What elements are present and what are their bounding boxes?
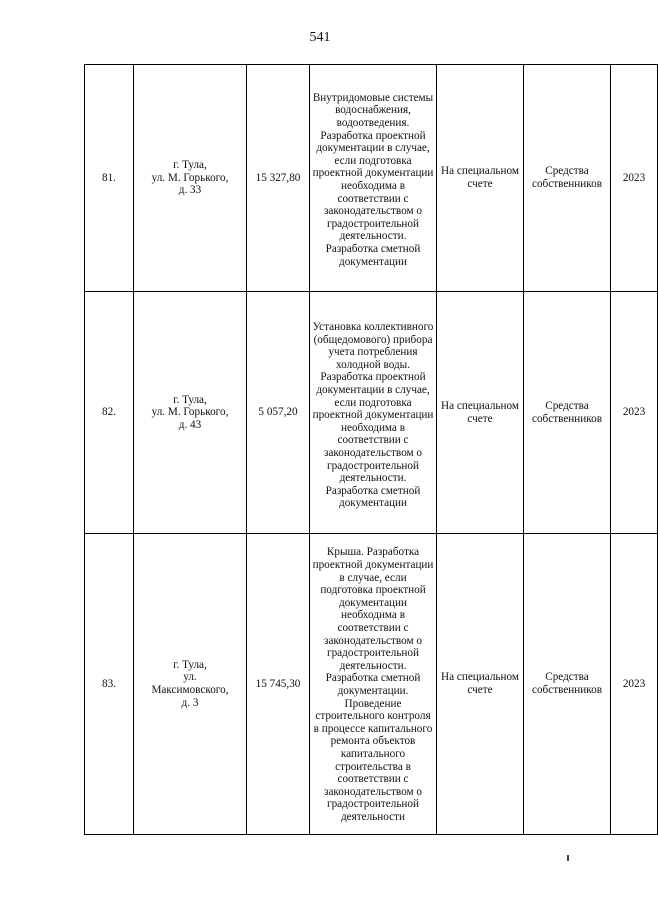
cost-cell: 15 745,30 <box>247 534 310 835</box>
account-type-cell: На специальном счете <box>437 65 524 292</box>
row-number: 82. <box>85 292 134 534</box>
row-number: 81. <box>85 65 134 292</box>
funding-source-cell: Средства собственников <box>524 65 611 292</box>
address-line: д. 43 <box>178 418 202 431</box>
address-line: г. Тула, <box>173 658 207 671</box>
address-cell <box>134 534 247 835</box>
table-row <box>85 65 658 292</box>
address-line: д. 3 <box>181 696 199 709</box>
account-type-cell: На специальном счете <box>437 534 524 835</box>
address-cell <box>134 65 247 292</box>
work-description-cell: Внутридомовые системы водоснабжения, водоотведения. Разработка проектной документации в случае, если подготовка проектной документации необходима в соответствии с законодательством о градостроительной деятельности. Разработка сметной документации <box>310 65 437 292</box>
address-line: ул. М. Горького, <box>151 171 229 184</box>
funding-source-cell: Средства собственников <box>524 292 611 534</box>
year-cell: 2023 <box>611 534 658 835</box>
address-line: д. 33 <box>178 184 202 197</box>
cost-cell: 5 057,20 <box>247 292 310 534</box>
page-number: 541 <box>309 30 331 45</box>
table-row <box>85 292 658 534</box>
work-description-cell: Установка коллективного (общедомового) прибора учета потребления холодной воды. Разработка проектной документации в случае, если подготовка проектной документации необходима в соответствии с законодательством о градостроительной деятельности. Разработка сметной документации <box>310 292 437 534</box>
repair-plan-table <box>84 64 658 835</box>
year-cell: 2023 <box>611 65 658 292</box>
address-cell <box>134 292 247 534</box>
address-line: ул. <box>183 671 197 684</box>
work-description-cell: Крыша. Разработка проектной документации в случае, если подготовка проектной документации необходима в соответствии с законодательством о градостроительной деятельности. Разработка сметной документации. Проведение строительного контроля в процессе капитального ремонта объектов капитального строительства в соответствии с законодательством о градостроительной деятельности <box>310 534 437 835</box>
account-type-cell: На специальном счете <box>437 292 524 534</box>
address-line: ул. М. Горького, <box>151 406 229 419</box>
cost-cell: 15 327,80 <box>247 65 310 292</box>
address-line: г. Тула, <box>173 393 207 406</box>
address-line: Максимовского, <box>151 684 229 696</box>
funding-source-cell: Средства собственников <box>524 534 611 835</box>
address-line: г. Тула, <box>173 159 207 172</box>
scan-mark <box>567 855 569 861</box>
year-cell: 2023 <box>611 292 658 534</box>
row-number: 83. <box>85 534 134 835</box>
table-row <box>85 534 658 835</box>
